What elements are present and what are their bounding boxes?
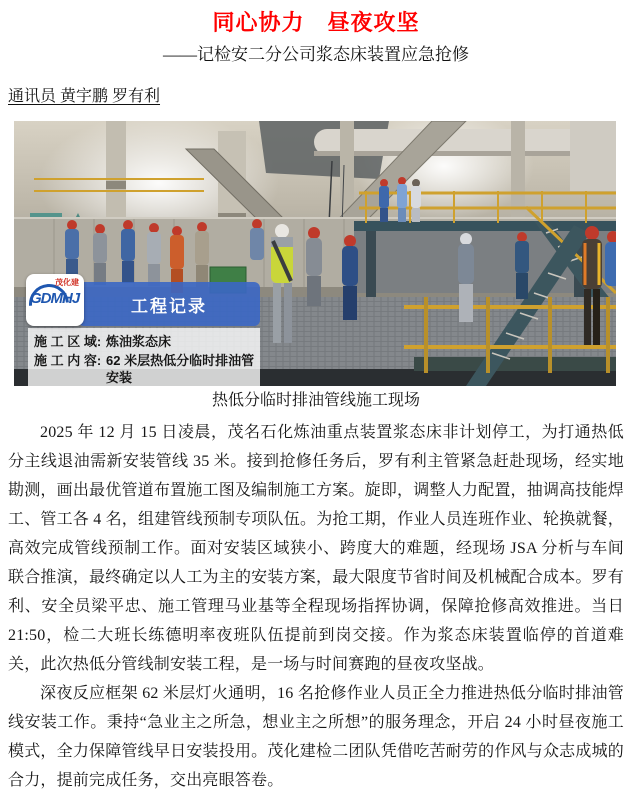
article-photo	[14, 121, 616, 386]
record-label: 施 工 区 域:	[34, 334, 102, 349]
body-paragraph: 深夜反应框架 62 米层灯火通明，16 名抢修作业人员正全力推进热低分临时排油管线安装工作。秉持“急业主之所急，想业主之所想”的服务理念，开启 24 小时昼夜施工模式，全力保障管线早日安装投用。茂化建检二团队凭借吃苦耐劳的作风与众志成城的合力，提前完成任务，交出亮眼答卷。	[8, 685, 624, 789]
record-row-area	[34, 333, 260, 350]
record-value: 炼油浆态床	[106, 334, 172, 349]
record-card-title: 工程记录	[131, 296, 207, 316]
article-byline: 通讯员 黄宇鹏 罗有利	[8, 88, 161, 105]
logo-mark-text: GDMHJ	[30, 290, 80, 307]
record-label: 施 工 内 容:	[34, 353, 102, 368]
article-body	[8, 418, 624, 795]
record-card-body	[28, 328, 260, 386]
record-card-header	[78, 282, 260, 326]
record-value: 62 米层热低分临时排油管安装	[106, 353, 255, 385]
article-subtitle: ——记检安二分公司浆态床装置应急抢修	[163, 45, 469, 64]
photo-caption: 热低分临时排油管线施工现场	[211, 392, 420, 409]
logo-seal-text: 茂化建	[55, 278, 79, 287]
article-title: 同心协力 昼夜攻坚	[212, 10, 420, 35]
company-logo	[26, 274, 84, 326]
body-paragraph: 2025 年 12 月 15 日凌晨，茂名石化炼油重点装置浆态床非计划停工，为打通热低分主线退油需新安装管线 35 米。接到抢修任务后，罗有利主管紧急赶赴现场，经实地勘测，画出最优管道布置施工图及编制施工方案。旋即，调整人力配置，抽调高技能焊工、管工各 4 名，组建管线预制专项队伍。为抢工期，作业人员连班作业、轮换就餐，高效完成管线预制工作。面对安装区域狭小、跨度大的难题，经现场 JSA 分析与车间联合推演，最终确定以人工为主的安装方案，最大限度节省时间及机械配合成本。罗有利、安全员梁平忠、施工管理马业基等全程现场指挥协调，保障抢修高效推进。当日 21:50，检二大班长练德明率夜班队伍提前到岗交接。作为浆态床装置临停的首道难关，此次热低分管线制安装工程，是一场与时间赛跑的昼夜攻坚战。	[8, 424, 625, 673]
record-row-content	[34, 352, 260, 386]
